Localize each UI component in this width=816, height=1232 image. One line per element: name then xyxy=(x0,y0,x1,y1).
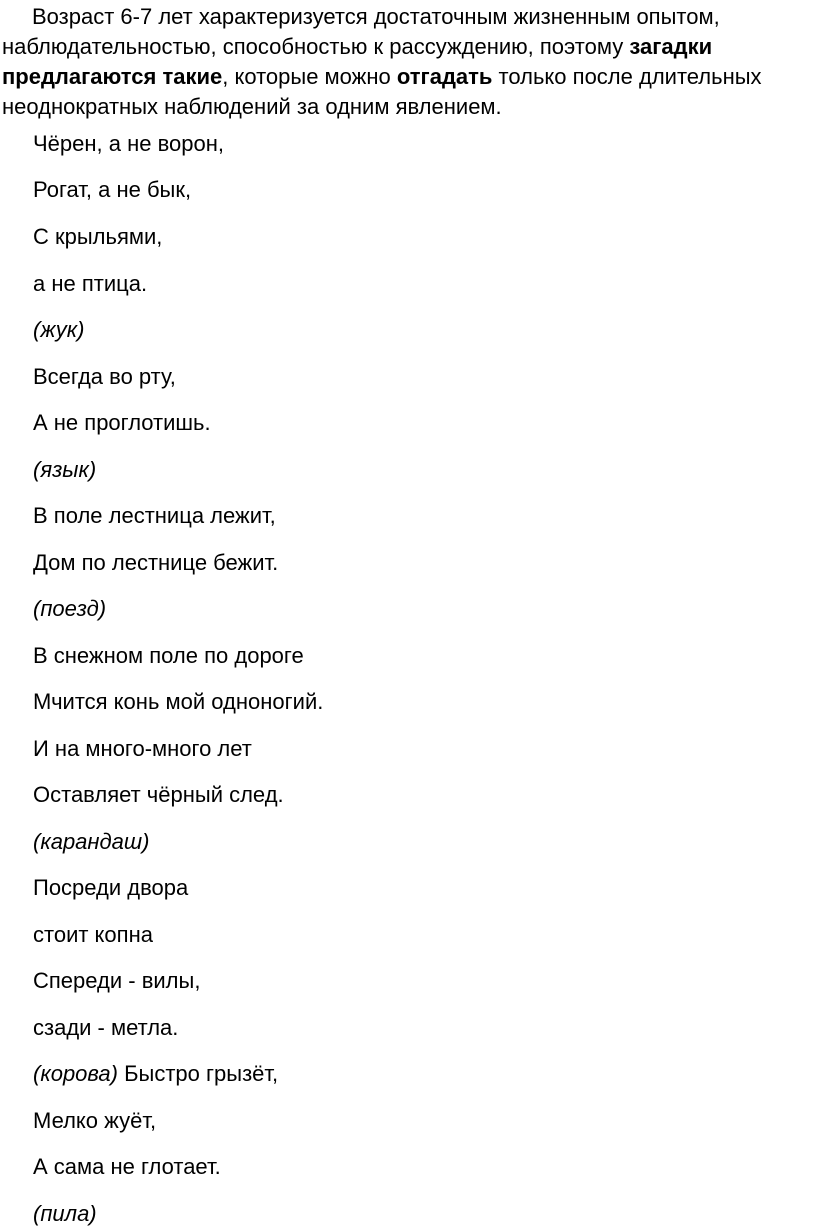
riddle-answer: (жук) xyxy=(33,317,85,342)
riddle-answer: (пила) xyxy=(33,1201,97,1226)
intro-text-3: только после длительных неоднократных наблюдений за одним явлением. xyxy=(2,64,762,119)
riddle-line: Мчится конь мой одноногий. xyxy=(33,689,324,714)
riddle-line: Рогат, а не бык, xyxy=(33,177,192,202)
riddle-line: Посреди двора xyxy=(33,875,189,900)
intro-bold-1: загадки предлагаются такие xyxy=(2,34,713,89)
intro-text-1: Возраст 6-7 лет характеризуется достаточным жизненным опытом, наблюдательностью, способностью к рассуждению, поэтому xyxy=(2,4,720,59)
riddle-line: А не проглотишь. xyxy=(33,410,211,435)
riddle-line: Всегда во рту, xyxy=(33,364,176,389)
intro-text-2: , которые можно xyxy=(222,64,397,89)
riddle-line: В поле лестница лежит, xyxy=(33,503,276,528)
riddle-answer: (язык) xyxy=(33,457,97,482)
riddle-line: И на много-много лет xyxy=(33,736,252,761)
riddle-line: А сама не глотает. xyxy=(33,1154,221,1179)
riddle-line: Мелко жуёт, xyxy=(33,1108,157,1133)
intro-paragraph xyxy=(2,2,810,122)
riddle-line: Быстро грызёт, xyxy=(117,1061,279,1086)
riddle-answer: (поезд) xyxy=(33,596,107,621)
riddle-line: а не птица. xyxy=(33,271,148,296)
riddle-line: С крыльями, xyxy=(33,224,163,249)
riddle-answer-row xyxy=(33,1061,278,1087)
riddle-line: сзади - метла. xyxy=(33,1015,179,1040)
riddle-line: Спереди - вилы, xyxy=(33,968,201,993)
riddle-line: В снежном поле по дороге xyxy=(33,643,304,668)
riddle-line: Дом по лестнице бежит. xyxy=(33,550,279,575)
riddle-line: Оставляет чёрный след. xyxy=(33,782,284,807)
intro-bold-2: отгадать xyxy=(396,64,493,89)
riddle-answer: (корова) xyxy=(33,1061,118,1086)
riddle-answer: (карандаш) xyxy=(33,829,150,854)
riddle-line: стоит копна xyxy=(33,922,153,947)
riddle-line: Чёрен, а не ворон, xyxy=(33,131,224,156)
